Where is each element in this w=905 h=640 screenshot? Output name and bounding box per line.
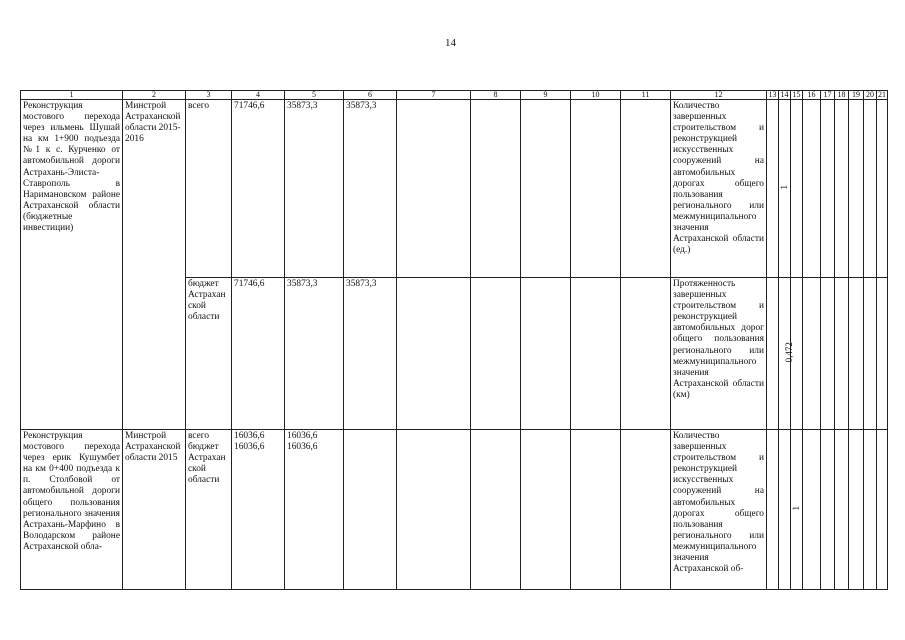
value-cell: 35873,3 — [344, 278, 397, 430]
value-cell: 35873,3 — [285, 278, 344, 430]
value-cell — [285, 430, 344, 590]
table-row — [21, 430, 888, 590]
indicator-value-cell — [779, 100, 791, 278]
empty-cell — [849, 100, 864, 278]
value-cell — [232, 430, 285, 590]
empty-cell — [821, 278, 835, 430]
funding-source-total: всего — [188, 431, 210, 441]
empty-cell — [877, 100, 888, 278]
empty-cell — [571, 430, 621, 590]
funding-source-cell: всего — [186, 100, 232, 278]
empty-cell — [779, 430, 791, 590]
value-cell: 35873,3 — [285, 100, 344, 278]
empty-cell — [621, 430, 671, 590]
col-header: 12 — [671, 91, 767, 100]
col-header: 20 — [864, 91, 877, 100]
indicator-cell: Количество завершенных строительством и реконструкцией искусственных сооружений на автомобильных дорогах общего пользования регионального или межмуниципального значения Астраханской об- — [671, 430, 767, 590]
funding-source-budget: бюджет Астраханской области — [188, 442, 226, 486]
value-budget: 16036,6 — [234, 442, 265, 453]
col-header: 2 — [123, 91, 186, 100]
table-row — [21, 100, 888, 278]
empty-cell — [521, 100, 571, 278]
empty-cell — [864, 430, 877, 590]
empty-cell — [821, 430, 835, 590]
column-number-row — [21, 91, 888, 100]
col-header: 1 — [21, 91, 123, 100]
empty-cell — [803, 430, 821, 590]
empty-cell — [397, 278, 471, 430]
col-header: 3 — [186, 91, 232, 100]
empty-cell — [767, 278, 779, 430]
value-total: 16036,6 — [287, 431, 318, 441]
indicator-value: 0,472 — [783, 342, 794, 363]
empty-cell — [571, 278, 621, 430]
col-header: 18 — [835, 91, 849, 100]
col-header: 7 — [397, 91, 471, 100]
col-header: 11 — [621, 91, 671, 100]
col-header: 5 — [285, 91, 344, 100]
empty-cell — [877, 430, 888, 590]
empty-cell — [835, 100, 849, 278]
col-header: 9 — [521, 91, 571, 100]
empty-cell — [835, 278, 849, 430]
empty-cell — [471, 430, 521, 590]
col-header: 19 — [849, 91, 864, 100]
col-header: 6 — [344, 91, 397, 100]
project-name-cell: Реконструкция мостового перехода через ильмень Шушай на км 1+900 подъезда №1 к с. Курченко от автомобильной дороги Астрахань-Элиста-Ставрополь в Наримановском районе Астраханской области (бюджетные инвестиции) — [21, 100, 123, 430]
executor-cell: Минстрой Астраханской области 2015-2016 — [123, 100, 186, 430]
empty-cell — [397, 430, 471, 590]
value-cell: 71746,6 — [232, 278, 285, 430]
col-header: 14 — [780, 90, 789, 99]
empty-cell — [521, 278, 571, 430]
indicator-value: 1 — [779, 185, 790, 191]
empty-cell — [621, 278, 671, 430]
col-header: 10 — [571, 91, 621, 100]
indicator-cell: Протяженность завершенных строительством и реконструкцией автомобильных дорог общего пользования регионального или межмуниципального значения Астраханской области (км) — [671, 278, 767, 430]
executor-cell: Минстрой Астраханской области 2015 — [123, 430, 186, 590]
indicator-value: 1 — [791, 506, 802, 512]
col-header: 13 — [768, 90, 777, 99]
empty-cell — [767, 430, 779, 590]
empty-cell — [791, 100, 803, 278]
funding-source-cell — [186, 430, 232, 590]
value-total: 16036,6 — [234, 431, 265, 441]
col-header: 17 — [821, 91, 835, 100]
program-table — [20, 90, 888, 590]
indicator-value-cell — [779, 278, 794, 430]
empty-cell — [397, 100, 471, 278]
indicator-cell: Количество завершенных строительством и реконструкцией искусственных сооружений на автомобильных дорогах общего пользования регионального или межмуниципального значения Астраханской области (ед.) — [671, 100, 767, 278]
project-name-cell: Реконструкция мостового перехода через ерик Кушумбет на км 0+400 подъезда к п. Столбовой от автомобильной дороги общего пользования регионального значения Астрахань-Марфино в Володарском районе Астраханской обла- — [21, 430, 123, 590]
empty-cell — [521, 430, 571, 590]
col-header: 4 — [232, 91, 285, 100]
page-number: 14 — [445, 37, 456, 49]
empty-cell — [767, 100, 779, 278]
value-cell: 71746,6 — [232, 100, 285, 278]
col-header: 21 — [878, 90, 886, 99]
empty-cell — [835, 430, 849, 590]
empty-cell — [803, 278, 821, 430]
value-budget: 16036,6 — [287, 442, 318, 453]
col-header: 8 — [471, 91, 521, 100]
col-header: 15 — [792, 90, 801, 99]
funding-source-cell: бюджет Астраханской области — [186, 278, 232, 430]
empty-cell — [849, 430, 864, 590]
indicator-value-cell — [791, 430, 803, 590]
empty-cell — [849, 278, 864, 430]
empty-cell — [344, 430, 397, 590]
empty-cell — [864, 100, 877, 278]
value-cell: 35873,3 — [344, 100, 397, 278]
empty-cell — [864, 278, 877, 430]
empty-cell — [471, 278, 521, 430]
empty-cell — [821, 100, 835, 278]
empty-cell — [471, 100, 521, 278]
empty-cell — [877, 278, 888, 430]
col-header: 16 — [803, 91, 821, 100]
empty-cell — [571, 100, 621, 278]
empty-cell — [803, 100, 821, 278]
empty-cell — [621, 100, 671, 278]
